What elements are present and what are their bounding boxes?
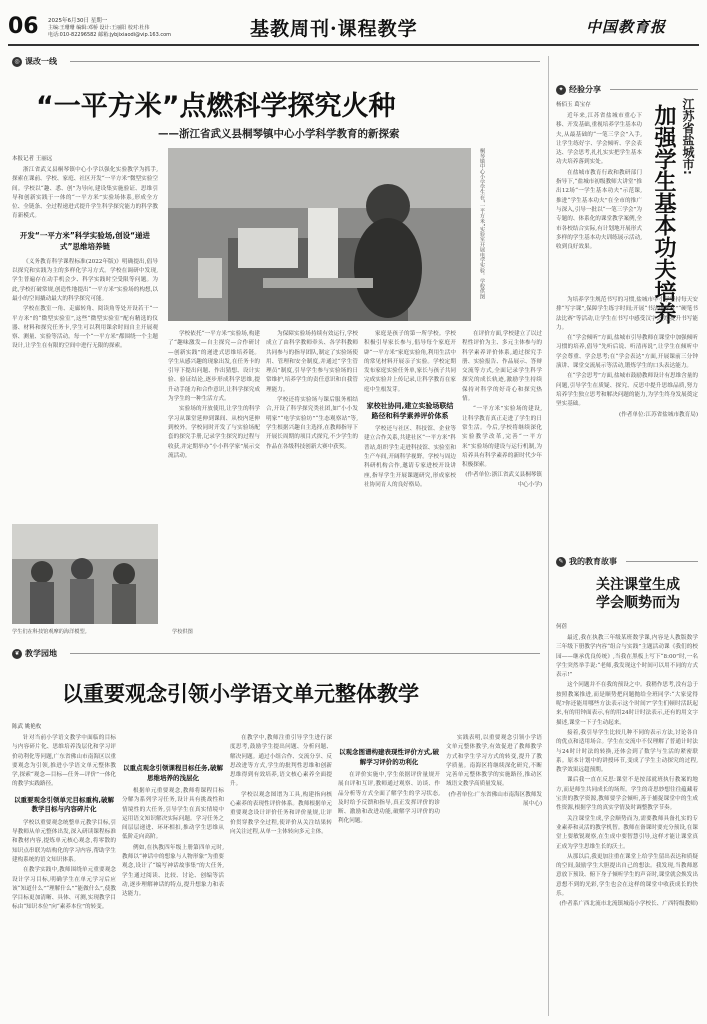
s1-para-8: 家庭是孩子的第一所学校。学校积极引导家长参与,倡导每个家庭开辟“一平方米”家庭实验角,利用生活中的常见材料开展亲子实验。学校定期发布家庭实验任务单,家长与孩子共同完成实验并上传记录,让科学教育在家庭中生根发芽。 [364,331,456,393]
s1-para-3: 学校在教室一角、走廊转角、阅读角等处开设若干“一平方米”的“微型实验室”,这些“微型实验室”配有精选的仪器、材料和探究任务卡,学生可以利用课余时间自主开展观察、测量、实验等活动。每一个“一平方米”都围绕一个主题设计,让学生在有限的空间中进行无限的探索。 [12,306,158,350]
s4-col-2 [122,734,224,1016]
s1-small-caption-credit: 学校供图 [172,629,193,635]
s4-col-3 [230,734,332,1016]
s1-byline: 本报记者 王丽远 [12,156,53,162]
s4-para-4: 根据单元重要观念,教师将课程目标分解为系列学习任务,设计具有挑战性和情境性的大任务,引导学生在真实情境中运用语文知识解决实际问题。学习任务之间层层递进、环环相扣,推动学生思维从低阶走向高阶。 [122,788,224,841]
s2-title-main: 加强学生基本功夫培养 [651,104,676,324]
header-rule [8,44,699,46]
s3-title: 关注课堂生成 学会顺势而为 [596,577,680,611]
badge-experience [556,84,601,95]
s2-para-5: 在“学会思考”方面,盐城市鼓励教师设计有思维含量的问题,引导学生在质疑、探究、反思中提升思维品质,努力培养学生独立思考和解决问题的能力,为学生终身发展奠定坚实基础。 [556,373,698,408]
s1-col-3 [266,330,358,622]
s2-col-1 [556,112,642,294]
masthead: 中国教育报 [586,18,667,36]
s1-small-photo [12,524,158,624]
s1-col-1 [12,166,158,521]
target-icon: ◎ [12,57,22,67]
s1-para-7: 学校还将实验场与课后服务相结合,开设了科学探究类社团,如“小小发明家”“电学实验坊”“生态观察站”等,学生根据兴趣自主选择,在教师指导下开展长周期的项目式探究,不少学生的作品在各级科技创新大赛中获奖。 [266,397,358,450]
s1-para-6: 为保障实验场持续有效运行,学校成立了由科学教师牵头、各学科教师共同参与的指导团队,制定了实验场使用、管理和安全制度,并通过“学生管理员”制度,引导学生参与实验场的日常维护,培养学生的责任意识和自我管理能力。 [266,331,358,393]
s4-title: 以重要观念引领小学语文单元整体教学 [62,682,419,706]
s4-subhead-1: 以重要观念引领单元目标重构,破解教学目标与内容碎片化 [14,795,114,814]
s3-para-2: 这个问题并不在我的预设之中。我稍作思考,没有急于按照教案推进,而是顺势把问题抛给全班同学:“大家觉得呢?你还能用哪些方法表示这个时间?”学生们顿时活跃起来,有的用钟面表示,有的用24时计时法表示,还有的用文字描述,课堂一下子生动起来。 [556,682,698,726]
s1-footer: (作者单位:浙江省武义县桐琴镇中心小学) [465,472,542,488]
s2-title-lead: 江苏省盐城市: [681,98,695,175]
s1-para-10: 在评价方面,学校建立了以过程性评价为主、多元主体参与的科学素养评价体系,通过探究手册、实验报告、作品展示、答辩交流等方式,全面记录学生科学探究的成长轨迹,激励学生持续保持对科学的好奇心和探究热情。 [462,331,542,403]
badge-label: 课改一线 [25,57,57,66]
s4-col-1 [12,734,116,1016]
section-title: 基教周刊·课程教学 [250,18,418,40]
s3-para-1: 最近,我在执教三年级某班数学课,内容是人教版数学三年级下册教学内容“组合与实践”主题活动课《我们的校园——继承优良传统》,当我在黑板上写下“8:00”时,一名学生突然举手说:“老师,我发现这个时间可以用不同的方式表示!” [556,635,698,679]
s3-para-6: 从那以后,我更加注重在课堂上给学生留出表达和质疑的空间,鼓励学生大胆提出自己的想法。我发现,当教师愿意放下预设、俯下身子倾听学生的声音时,课堂就会焕发出意想不到的光彩,学生也会在这样的课堂中收获成长的快乐。 [556,853,698,898]
s4-col-4 [338,734,440,1016]
s4-para-3: 在教学实践中,教师围绕单元重要观念设计学习目标,明确学生在单元学习后应该“知道什么”“理解什么”“能做什么”,使教学目标更加清晰、具体、可测,实现教学目标由“知识本位”向“素养本位”的转变。 [12,867,116,911]
s1-col-2 [168,330,260,622]
s1-subhead-2: 家校社协同,建立实验场联结路径和科学素养评价体系 [366,402,454,421]
badge-teaching [12,648,57,659]
s2-para-2: 在盐城市教育行政和教研部门指导下,“盐城市初级教师大讲堂”推出12场“一学生基本功夫”示范课,推进“学生基本功夫”在全市的推广与深入,引导一批以“一笔三学会”为专题的、体系化的课堂教学案例,全市各校结合实际,有计划地开展形式多样的学生基本功夫训练展示活动,收到良好效果。 [556,169,642,251]
s4-col-5 [446,734,542,1016]
book-icon: ✎ [556,557,566,567]
s4-subhead-3: 以观念图谱构建表现性评价方式,破解学习评价的功利化 [339,748,439,766]
s3-col-1 [556,634,698,1016]
leaf-icon: ❦ [12,649,22,659]
s1-title: “一平方米”点燃科学探究火种 [36,91,396,122]
s4-para-1: 针对当前小学语文教学中面临的目标与内容碎片化、思维培养浅层化和学习评价功利化等问题,广东省佛山市南海区以重要观念为引领,推进小学语文单元整体教学,探索“观念—目标—任务—评价”一体化的教学实践路径。 [12,735,116,788]
s4-para-6: 在教学中,教师注重引导学生进行深度思考,鼓励学生提出问题、分析问题、解决问题。通过小组合作、交流分享、反思改进等方式,学生的批判性思维和创新思维得到有效培养,语文核心素养全面提升。 [230,735,332,788]
page-number: 06 [8,14,39,39]
s3-para-3: 接着,我引导学生比较几种不同的表示方法,讨论各自的优点和适用场合。学生在交流中不仅理解了普通计时法与24时计时法的转换,还体会到了数学与生活的紧密联系。原本计划中的讲授环节,变成了学生主动探究的过程,教学效果远超预期。 [556,729,698,774]
s4-para-7: 学校以观念图谱为工具,构建指向核心素养的表现性评价体系。教师根据单元重要观念设计评价任务和评价量规,让评价贯穿教学全过程,使评价从关注结果转向关注过程,从单一主体转向多元主体。 [230,791,332,835]
badge-course-reform [12,56,57,67]
s1-subtitle: ——浙江省武义县桐琴镇中心小学科学教育的新探索 [158,128,400,140]
s1-para-5: 实验场的开放使用,让学生的科学学习从课堂延伸到课间、从校内延伸到校外。学校同时开发了与实验场配套的探究手册,记录学生探究的过程与收获,并定期举办“小小科学家”展示交流活动。 [168,406,260,459]
badge-label: 我的教育故事 [569,557,617,566]
s2-author: 杨佰玉 葛宝存 [556,102,591,108]
s3-para-5: 关注课堂生成,学会顺势而为,需要教师具备扎实的专业素养和灵活的教学机智。教师在备课时要充分预设,在课堂上要敏锐观察,在生成中要智慧引导,这样才能让课堂真正成为学生思维生长的沃土。 [556,815,698,850]
header-contact: 电话:010-82296582 邮箱:jybjixiaodi@vip.163.com [48,32,172,38]
s1-main-photo [168,148,471,321]
s3-author: 何蓓 [556,624,568,630]
bulb-icon: ✦ [556,85,566,95]
s3-para-4: 课后我一直在反思:课堂不是按部就班执行教案的地方,而是师生共同成长的场所。学生的奇思妙想往往蕴藏着宝贵的教学资源,教师要学会倾听,善于捕捉课堂中的生成性资源,根据学生的真实学情及时调整教学节奏。 [556,777,698,812]
badge-label: 经验分享 [569,85,601,94]
s4-para-5: 例如,在执教四年级上册第四单元时,教师以“神话中的想象与人物形象”为重要观念,设计了“编写神话故事集”的大任务,学生通过阅读、比较、讨论、创编等活动,逐步理解神话的特点,提升想象力和表达能力。 [122,844,224,898]
s4-para-8: 在评价实施中,学生依据评价量规开展自评和互评,教师通过观察、访谈、作品分析等方式全面了解学生的学习状态,及时给予反馈和指导,真正发挥评价的诊断、激励和改进功能,破解学习评价的功利化问题。 [338,772,440,825]
s4-para-2: 学校以重要观念统整单元教学目标,引导教师从单元整体出发,深入研读课程标准和教材内容,提炼单元核心观念,将零散的知识点串联为结构化的学习内容,帮助学生建构系统的语文知识体系。 [12,819,116,863]
s2-col-2 [556,296,698,546]
s1-photo-caption: 桐琴镇中心小学学生在“一平方米”实验室开展电学实验。学校供图 [479,148,485,299]
s2-footer: (作者单位:江苏省盐城市教育局) [619,411,698,418]
s1-subhead-1: 开发“一平方米”科学实验场,创设“递进式”思维培养链 [19,230,151,251]
s3-footer: (作者系广西北流市北流镇城南小学校长、广西特级教师) [559,901,698,908]
s2-para-4: 在“学会倾听”方面,盐城市引导教师在课堂中加强倾听习惯的培养,倡导“先听后说、听清再说”,让学生在倾听中学会尊重、学会思考;在“学会表达”方面,开展课前三分钟演讲、课堂交流展示等活动,锻炼学生的口头表达能力。 [556,335,698,370]
s1-para-1: 浙江省武义县桐琴镇中心小学以强化实验教学为抓手,探索在课前、学校、家庭、社区开发“一平方米”微型实验空间。学校以“趣、悉、创”为导向,建设集实施验证、思维引导和创新实践于一体的“一平方米”实验场体系,形成全方位、全链条、全过程递进式提升学生科学探究能力的科学教育新模式。 [12,167,158,220]
s4-author: 陈武 姚艳枚 [12,724,42,730]
badge-story [556,556,617,567]
s1-para-11: “一平方米”实验场的建设,让科学教育真正走进了学生的日常生活。今后,学校将继续深化实验教学改革,完善“一平方米”实验场的建设与运行机制,为培养具有科学素养的新时代少年积极探索。 [462,406,542,469]
s1-col-5 [462,330,542,622]
s1-para-9: 学校还与社区、科技馆、企业等建立合作关系,共建社区“一平方米”科普站,组织学生走进科技馆、实验室和生产车间,开阔科学视野。学校与周边科研机构合作,邀请专家进校开设讲座,指导学生开展课题研究,形成家校社协同育人的良好格局。 [364,426,456,488]
badge-label: 教学园地 [25,649,57,658]
header-date: 2025年6月30日 星期一 [48,18,108,24]
s1-col-4 [364,330,456,622]
s1-para-4: 学校依托“一平方米”实验场,构建了“趣味激发—自主探究—合作研讨—创新实践”的递进式思维培养链。学生从感兴趣的现象出发,在任务卡的引导下提出问题、作出猜想、设计实验、验证结论,逐步形成科学思维,提升动手能力和合作意识,让科学探究成为学生的一种生活方式。 [168,331,260,403]
s4-footer: (作者单位:广东省佛山市南海区教师发展中心) [448,791,542,808]
s4-subhead-2: 以重点观念引领课程目标任务,破解思维培养的浅层化 [123,764,223,782]
s4-para-9: 实践表明,以重要观念引领小学语文单元整体教学,有效促进了教师教学方式和学生学习方式的转变,提升了教学质量。南海区将继续深化研究,不断完善单元整体教学的实施路径,推动区域语文教学高质量发展。 [446,735,542,788]
s2-para-1: 近年来,江苏省盐城市重心下移、开发基础,重视培养学生基本功夫,从最基础的“一笔三学会”入手,让学生练好字、学会倾听、学会表达、学会思考,扎扎实实把学生基本功夫培养落到实处。 [556,113,642,166]
header-editors: 主编:王珊珊 编辑:邓桥 设计:王丽阳 校对:杜伟 [48,25,150,31]
s1-para-2: 《义务教育科学课程标准(2022年版)》明确提出,倡导以探究和实践为主的多样化学习方式。学校在调研中发现,学生普遍存在动手机会少、科学实践时空受限等问题。为此,学校打破常规,创造性地提出“一平方米”实验场的构想,以最小的空间撬动最大的科学探究可能。 [12,258,158,302]
s1-small-caption: 学生们在科技馆观摩的海洋模型。 [12,629,90,635]
s2-para-3: 为培养学生规范书写的习惯,盐城市中小学坚持每天安排“写字课”,保障学生练字时间;开展“书法进课堂”“硬笔书法比赛”等活动,让学生在书写中感受汉字之美,提升书写能力。 [556,297,698,331]
